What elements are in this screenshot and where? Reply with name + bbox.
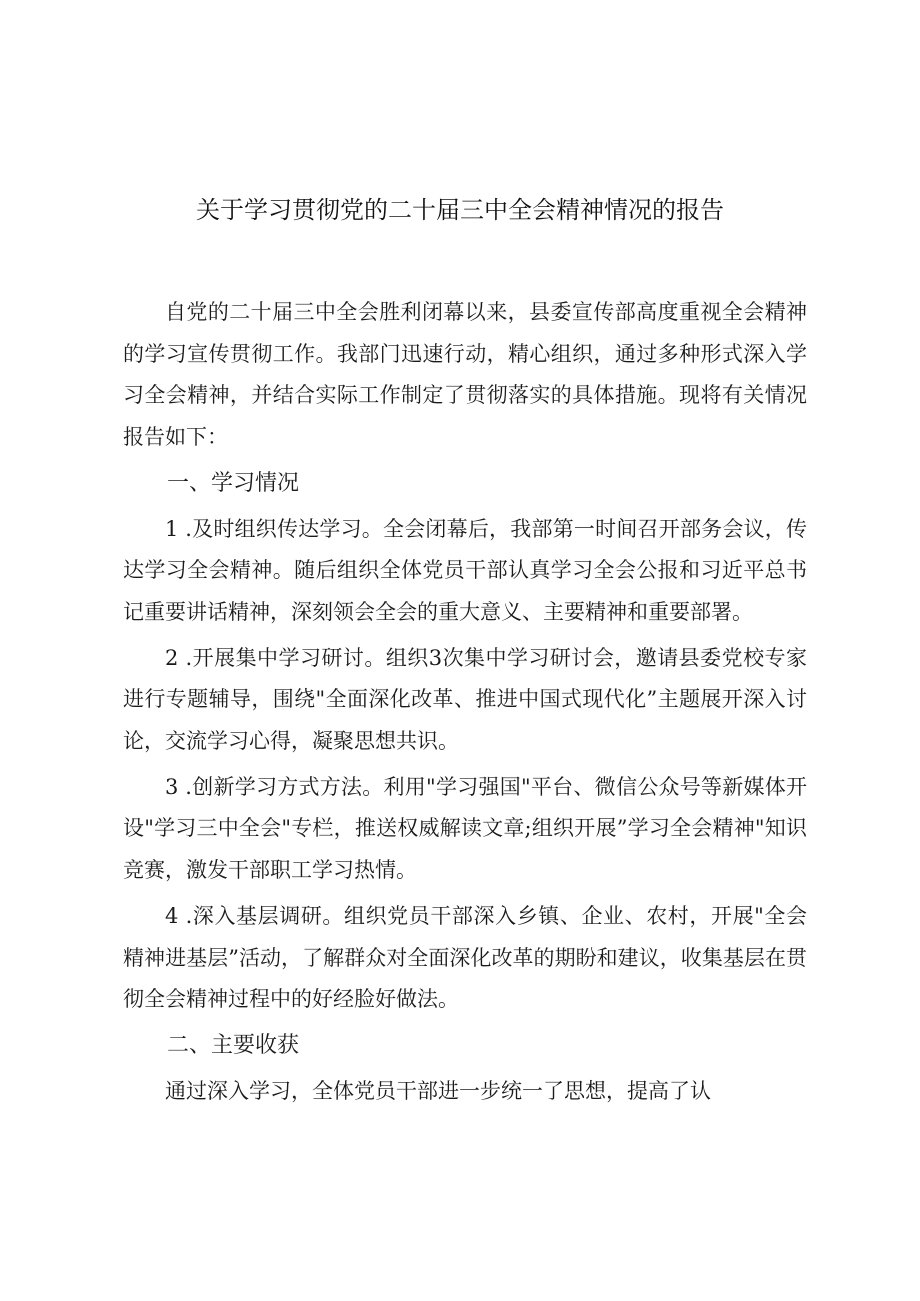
document-body: [123, 292, 807, 1116]
section-1-item-1: 1 .及时组织传达学习。全会闭幕后，我部第一时间召开部务会议，传达学习全会精神。随后组织全体党员干部认真学习全会公报和习近平总书记重要讲话精神，深刻领会全会的重大意义、主要精神和重要部署。: [123, 516, 807, 624]
document-title: 关于学习贯彻党的二十届三中全会精神情况的报告: [196, 196, 724, 224]
section-1-item-3: 3 .创新学习方式方法。利用"学习强国"平台、微信公众号等新媒体开设"学习三中全会"专栏，推送权威解读文章;组织开展”学习全会精神"知识竞赛，激发干部职工学习热情。: [123, 774, 807, 883]
section-2-heading: 二、主要收获: [167, 1032, 300, 1058]
section-1-item-2: 2 .开展集中学习研讨。组织3次集中学习研讨会，邀请县委党校专家进行专题辅导，围绕"全面深化改革、推进中国式现代化”主题展开深入讨论，交流学习心得，凝聚思想共识。: [123, 645, 807, 754]
section-1-heading: 一、学习情况: [167, 470, 300, 496]
section-2-paragraph: 通过深入学习，全体党员干部进一步统一了思想，提高了认: [165, 1078, 711, 1103]
intro-paragraph: 自党的二十届三中全会胜利闭幕以来，县委宣传部高度重视全会精神的学习宣传贯彻工作。我部门迅速行动，精心组织，通过多种形式深入学习全会精神，并结合实际工作制定了贯彻落实的具体措施。现将有关情况报告如下：: [123, 300, 807, 450]
section-1-item-4: 4 .深入基层调研。组织党员干部深入乡镇、企业、农村，开展"全会精神进基层”活动，了解群众对全面深化改革的期盼和建议，收集基层在贯彻全会精神过程中的好经脸好做法。: [123, 903, 807, 1012]
